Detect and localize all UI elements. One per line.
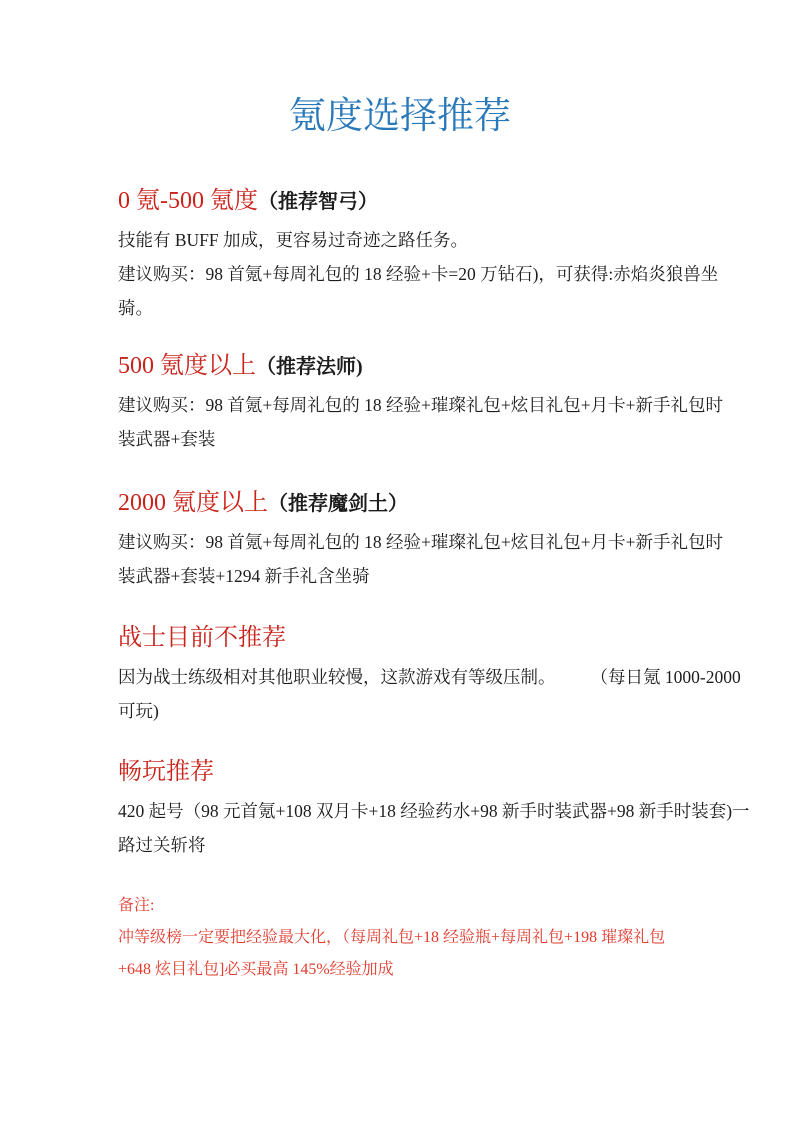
section-heading <box>118 757 750 788</box>
note-line: +648 炫目礼包]必买最高 145%经验加成 <box>118 961 394 978</box>
page-title: 氪度选择推荐 <box>289 96 511 137</box>
section-0-500-krypton <box>118 186 718 325</box>
body-line: 骑。 <box>118 298 153 318</box>
section-heading-sub: （推荐智弓） <box>258 191 378 213</box>
section-casual-play-recommendation <box>118 757 750 862</box>
section-body <box>118 388 723 456</box>
body-line: 建议购买：98 首氪+每周礼包的 18 经验+卡=20 万钻石)，可获得:赤焰炎狼兽坐 <box>118 264 719 284</box>
body-line: 装武器+套装+1294 新手礼含坐骑 <box>118 566 370 586</box>
remarks-note <box>118 890 665 986</box>
body-line: 建议购买：98 首氪+每周礼包的 18 经验+璀璨礼包+炫目礼包+月卡+新手礼包时 <box>118 532 723 552</box>
section-500-plus-krypton <box>118 351 723 456</box>
body-line: 技能有 BUFF 加成，更容易过奇迹之路任务。 <box>118 230 469 250</box>
section-heading <box>118 488 723 519</box>
body-line: 路过关斩将 <box>118 835 206 855</box>
note-line: 冲等级榜一定要把经验最大化，（每周礼包+18 经验瓶+每周礼包+198 璀璨礼包 <box>118 929 666 946</box>
section-body <box>118 525 723 593</box>
section-heading-red: 2000 氪度以上 <box>118 490 268 516</box>
section-body <box>118 223 718 325</box>
body-line: 因为战士练级相对其他职业较慢，这款游戏有等级压制。 （每日氪 1000-2000 <box>118 667 741 687</box>
section-heading-sub: （推荐魔剑土） <box>268 493 408 515</box>
section-heading-red: 畅玩推荐 <box>118 759 214 785</box>
section-heading-sub: （推荐法师) <box>256 356 363 378</box>
section-heading-red: 战士目前不推荐 <box>118 625 286 651</box>
body-line: 装武器+套装 <box>118 429 216 449</box>
section-heading <box>118 351 723 382</box>
section-body <box>118 794 750 862</box>
section-heading-red: 500 氪度以上 <box>118 353 256 379</box>
section-2000-plus-krypton <box>118 488 723 593</box>
section-heading <box>118 186 718 217</box>
body-line: 建议购买：98 首氪+每周礼包的 18 经验+璀璨礼包+炫目礼包+月卡+新手礼包时 <box>118 395 723 415</box>
note-label: 备注: <box>118 897 155 914</box>
section-heading-red: 0 氪-500 氪度 <box>118 188 258 214</box>
body-line: 可玩) <box>118 701 159 721</box>
section-warrior-not-recommended <box>118 623 741 728</box>
section-body <box>118 660 741 728</box>
body-line: 420 起号（98 元首氪+108 双月卡+18 经验药水+98 新手时装武器+98 新手时装套)一 <box>118 801 750 821</box>
section-heading <box>118 623 741 654</box>
